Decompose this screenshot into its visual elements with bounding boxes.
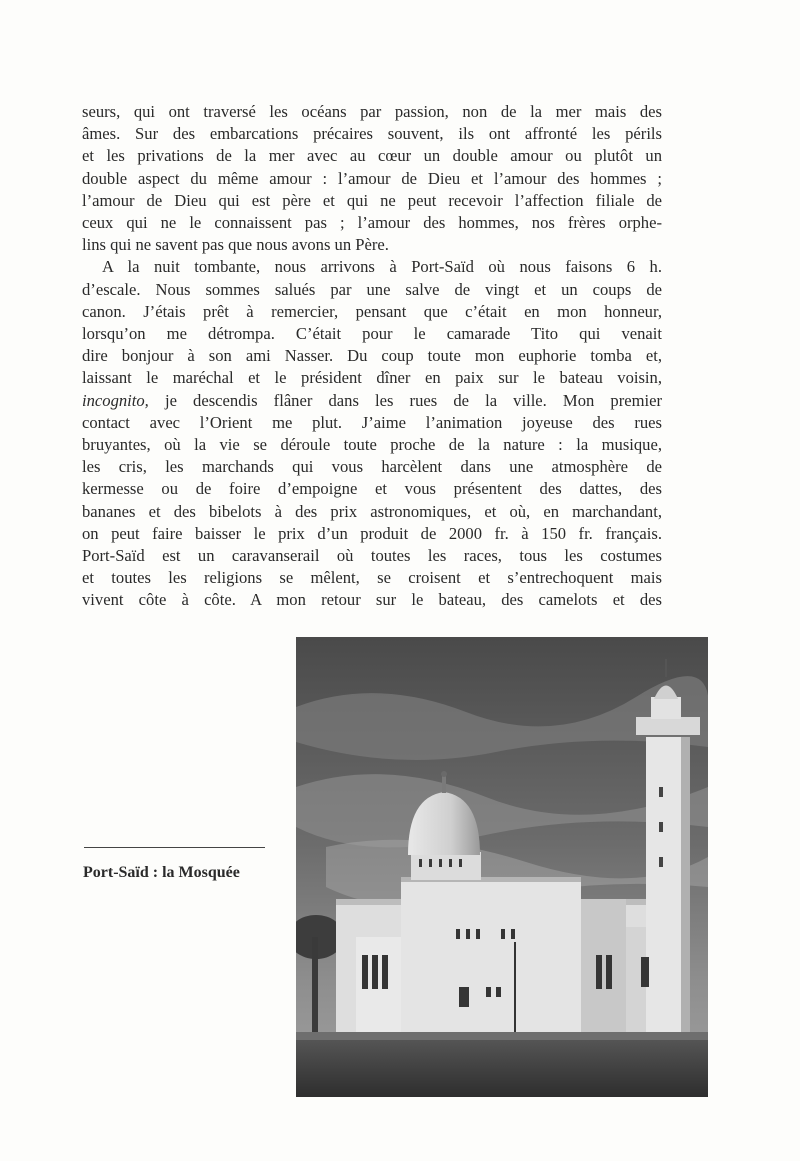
text-line: bananes et des bibelots à des prix astronomiques, et où, en marchandant, — [82, 501, 662, 521]
text-line: et toutes les religions se mêlent, se croisent et s’entrechoquent mais — [82, 568, 662, 588]
text-line-rest: je descendis flâner dans les rues de la ville. Mon premier — [164, 390, 662, 410]
text-line: dire bonjour à son ami Nasser. Du coup toute mon euphorie tomba et, — [82, 346, 662, 366]
text-line: d’escale. Nous sommes salués par une salve de vingt et un coups de — [82, 279, 662, 299]
text-line: A la nuit tombante, nous arrivons à Port-Saïd où nous faisons 6 h. — [102, 257, 662, 277]
text-line: bruyantes, où la vie se déroule toute proche de la nature : la musique, — [82, 435, 662, 455]
text-line: Port-Saïd est un caravanserail où toutes les races, tous les costumes — [82, 546, 662, 566]
text-line: et les privations de la mer avec au cœur un double amour ou plutôt un — [82, 146, 662, 166]
caption-rule — [84, 847, 265, 848]
text-line: double aspect du même amour : l’amour de Dieu et l’amour des hommes ; — [82, 168, 662, 188]
text-line: laissant le maréchal et le président dîner en paix sur le bateau voisin, — [82, 368, 662, 388]
text-line: on peut faire baisser le prix d’un produit de 2000 fr. à 150 fr. français. — [82, 523, 662, 543]
text-line: seurs, qui ont traversé les océans par passion, non de la mer mais des — [82, 102, 662, 121]
body-text — [82, 101, 662, 612]
text-line: lins qui ne savent pas que nous avons un Père. — [82, 235, 389, 255]
italic-word: incognito, — [82, 390, 149, 410]
text-line — [82, 390, 662, 412]
text-line: ceux qui ne le connaissent pas ; l’amour des hommes, nos frères orphe- — [82, 213, 662, 233]
text-line: vivent côte à côte. A mon retour sur le bateau, des camelots et des — [82, 590, 662, 610]
text-line: l’amour de Dieu qui est père et qui ne peut recevoir l’affection filiale de — [82, 190, 662, 210]
text-line: lorsqu’on me détrompa. C’était pour le camarade Tito qui venait — [82, 324, 662, 344]
text-line: âmes. Sur des embarcations précaires souvent, ils ont affronté les périls — [82, 124, 662, 144]
text-line: canon. J’étais prêt à remercier, pensant que c’était en mon honneur, — [82, 301, 662, 321]
figure-caption: Port-Saïd : la Mosquée — [83, 864, 240, 881]
mosque-photo — [296, 637, 708, 1097]
text-line: les cris, les marchands qui vous harcèlent dans une atmosphère de — [82, 457, 662, 477]
text-line: contact avec l’Orient me plut. J’aime l’animation joyeuse des rues — [82, 412, 662, 432]
text-line: kermesse ou de foire d’empoigne et vous présentent des dattes, des — [82, 479, 662, 499]
